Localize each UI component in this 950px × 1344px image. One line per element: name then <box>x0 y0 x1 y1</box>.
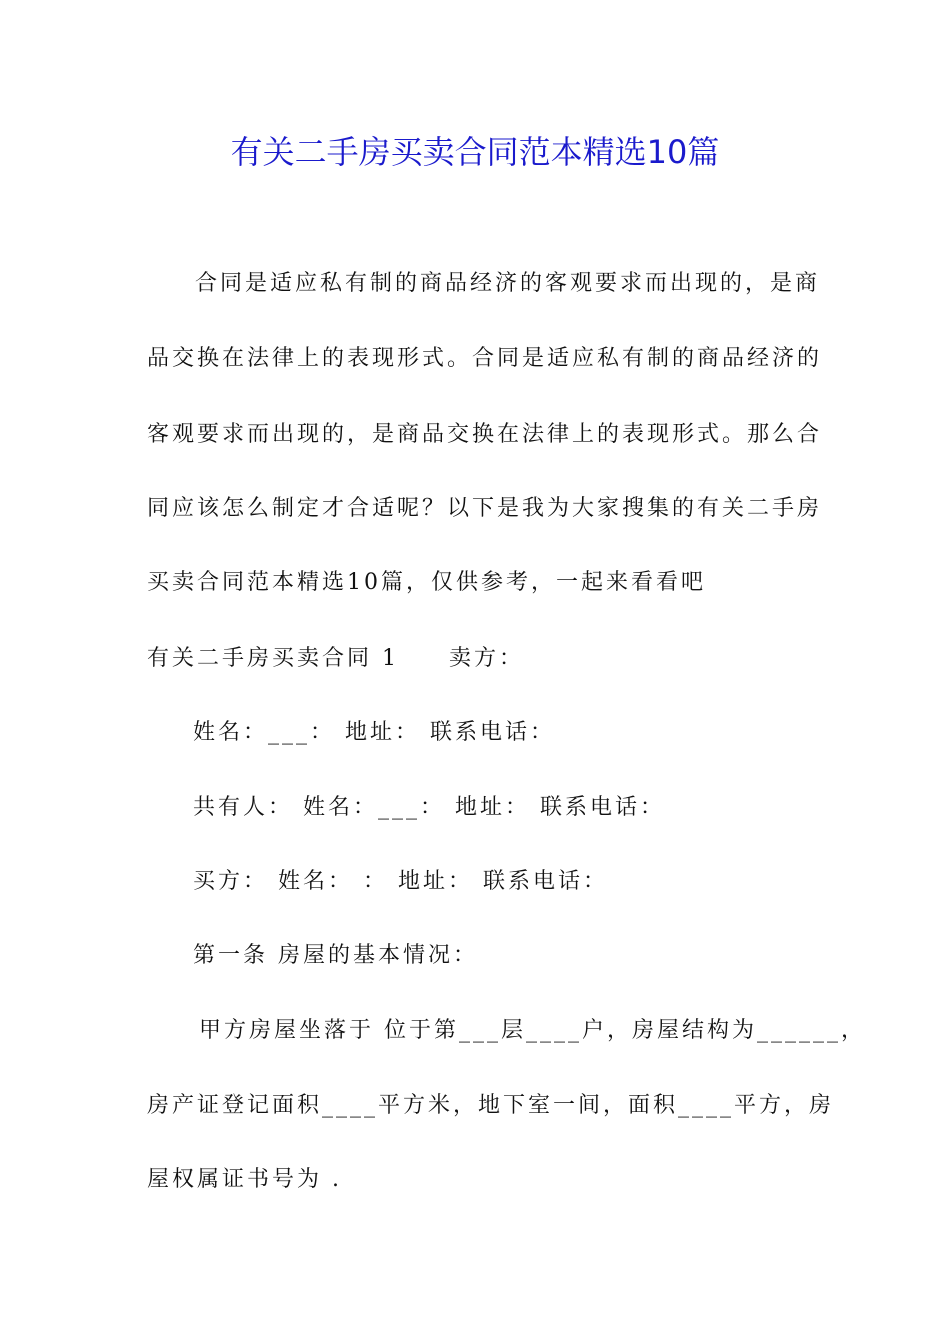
house-line-1: 甲方房屋坐落于 位于第___层____户，房屋结构为______， <box>199 1018 866 1043</box>
buyer-info-line: 买方： 姓名： ： 地址： 联系电话： <box>193 869 608 894</box>
seller-info-line: 姓名：___： 地址： 联系电话： <box>193 720 555 745</box>
house-line-2: 房产证登记面积____平方米，地下室一间，面积____平方，房 <box>147 1093 835 1118</box>
house-line-3: 屋权属证书号为 . <box>147 1167 342 1192</box>
intro-line-5: 买卖合同范本精选10篇，仅供参考，一起来看看吧 <box>147 570 706 595</box>
document-title: 有关二手房买卖合同范本精选10篇 <box>230 133 720 171</box>
co-owner-info-line: 共有人： 姓名：___： 地址： 联系电话： <box>193 795 665 820</box>
article-one-heading: 第一条 房屋的基本情况： <box>193 943 478 968</box>
contract-heading: 有关二手房买卖合同 1 卖方： <box>147 646 524 671</box>
intro-line-3: 客观要求而出现的，是商品交换在法律上的表现形式。那么合 <box>147 422 823 447</box>
intro-line-4: 同应该怎么制定才合适呢？以下是我为大家搜集的有关二手房 <box>147 496 823 521</box>
intro-line-2: 品交换在法律上的表现形式。合同是适应私有制的商品经济的 <box>147 346 823 371</box>
intro-line-1: 合同是适应私有制的商品经济的客观要求而出现的，是商 <box>195 271 821 296</box>
